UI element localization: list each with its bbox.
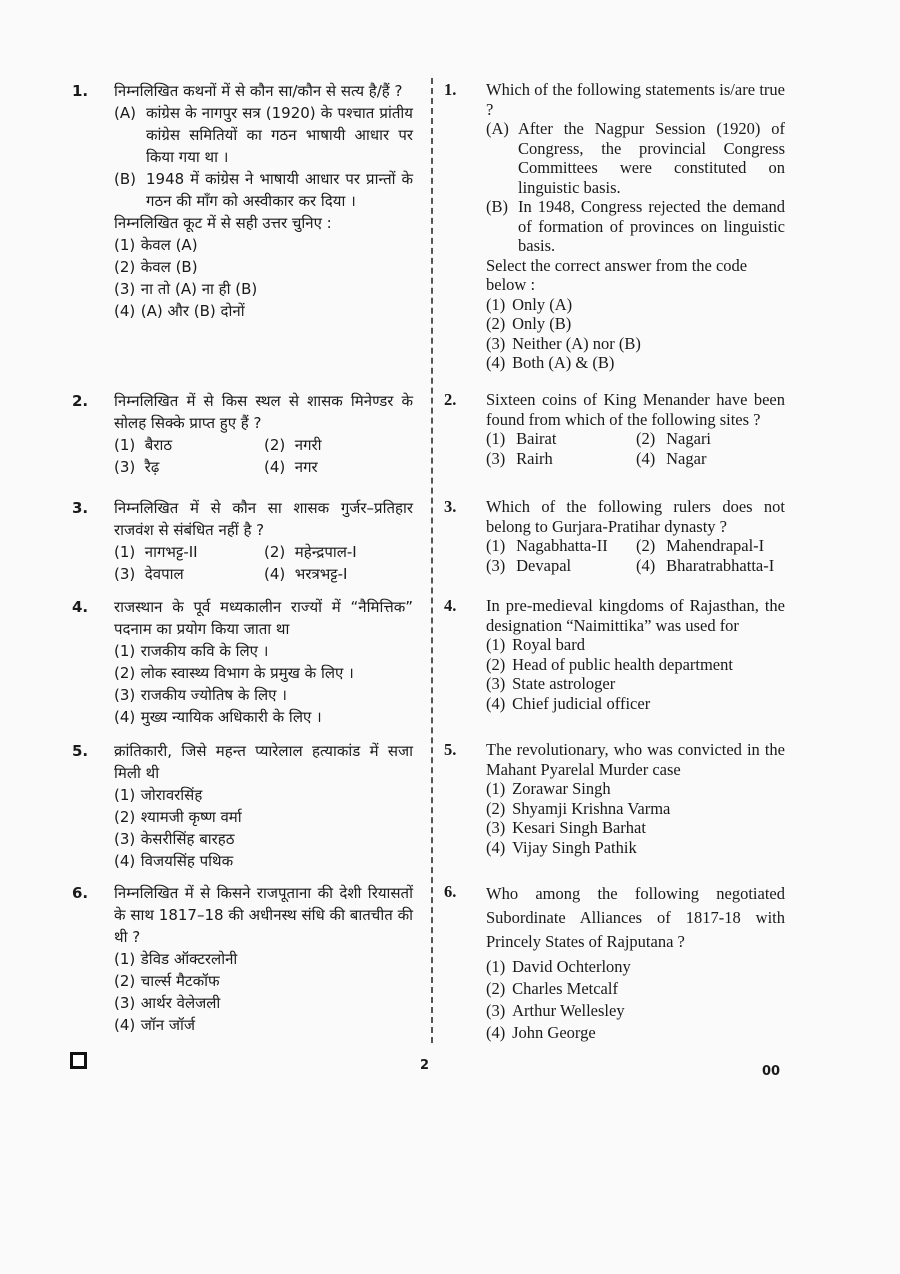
option-label: (4) bbox=[486, 693, 506, 713]
option-3 bbox=[114, 828, 413, 850]
option-label: (3) bbox=[486, 674, 506, 693]
question-4-english bbox=[440, 596, 785, 740]
option-text: Devapal bbox=[516, 555, 572, 575]
option-3 bbox=[486, 674, 785, 694]
statement-label: (B) bbox=[114, 170, 136, 188]
page-number: 2 bbox=[420, 1058, 430, 1073]
option-text: Zorawar Singh bbox=[512, 779, 611, 798]
statement-text: कांग्रेस के नागपुर सत्र (1920) के पश्चात प्रांतीय कांग्रेस समितियों का गठन भाषायी आधार पर किया गया था । bbox=[146, 104, 413, 166]
booklet-code: 00 bbox=[762, 1064, 781, 1079]
statement-text: After the Nagpur Session (1920) of Congress, the provincial Congress Committees were constituted on linguistic basis. bbox=[518, 119, 785, 197]
option-2 bbox=[264, 541, 413, 563]
option-4 bbox=[114, 706, 413, 728]
option-label: (3) bbox=[114, 280, 136, 298]
statement-text: In 1948, Congress rejected the demand of formation of provinces on linguistic basis. bbox=[518, 197, 785, 255]
option-text: Charles Metcalf bbox=[512, 979, 618, 998]
option-label: (4) bbox=[636, 448, 656, 468]
code-instruction: निम्नलिखित कूट में से सही उत्तर चुनिए : bbox=[114, 214, 332, 232]
option-text: राजकीय ज्योतिष के लिए । bbox=[140, 686, 287, 704]
option-4 bbox=[264, 456, 413, 478]
option-label: (4) bbox=[486, 1023, 506, 1042]
option-1 bbox=[114, 234, 413, 256]
question-4-hindi bbox=[68, 596, 413, 740]
option-label: (1) bbox=[486, 635, 506, 654]
option-text: जॉन जॉर्ज bbox=[140, 1016, 196, 1034]
option-text: Kesari Singh Barhat bbox=[512, 818, 646, 837]
statement-label: (A) bbox=[486, 119, 509, 138]
option-text: बैराठ bbox=[144, 436, 173, 454]
question-number: 5. bbox=[72, 742, 89, 760]
option-2 bbox=[264, 434, 413, 456]
option-label: (4) bbox=[486, 837, 506, 857]
question-number: 6. bbox=[72, 884, 89, 902]
question-stem: क्रांतिकारी, जिसे महन्त प्यारेलाल हत्याकांड में सजा मिली थी bbox=[114, 742, 413, 782]
option-text: David Ochterlony bbox=[512, 957, 631, 976]
option-text: John George bbox=[512, 1023, 596, 1042]
option-4 bbox=[486, 838, 785, 858]
question-stem: Which of the following statements is/are true ? bbox=[486, 80, 785, 119]
question-stem: The revolutionary, who was convicted in the Mahant Pyarelal Murder case bbox=[486, 740, 785, 779]
option-1 bbox=[114, 640, 413, 662]
statement-b bbox=[486, 197, 785, 256]
statement-b bbox=[114, 168, 413, 212]
option-label: (3) bbox=[114, 686, 136, 704]
option-text: नगर bbox=[294, 458, 318, 476]
option-text: चार्ल्स मैटकॉफ bbox=[140, 972, 220, 990]
option-label: (1) bbox=[486, 779, 506, 798]
option-text: Head of public health department bbox=[512, 654, 733, 674]
option-label: (2) bbox=[636, 429, 656, 448]
option-text: Shyamji Krishna Varma bbox=[512, 798, 671, 818]
option-text: भरत्रभट्ट-I bbox=[294, 565, 348, 583]
question-number: 6. bbox=[444, 882, 457, 901]
option-3 bbox=[486, 556, 636, 576]
question-1-hindi bbox=[68, 80, 413, 390]
option-4 bbox=[114, 850, 413, 872]
statement-a bbox=[114, 102, 413, 168]
option-text: डेविड ऑक्टरलोनी bbox=[140, 950, 238, 968]
option-label: (4) bbox=[264, 565, 286, 583]
options-grid bbox=[114, 541, 413, 585]
option-label: (4) bbox=[264, 458, 286, 476]
question-number: 4. bbox=[72, 598, 89, 616]
option-text: Only (B) bbox=[512, 314, 572, 333]
option-text: Only (A) bbox=[512, 294, 573, 314]
option-text: Vijay Singh Pathik bbox=[512, 837, 637, 857]
option-2 bbox=[636, 536, 785, 556]
statement-a bbox=[486, 119, 785, 197]
option-2 bbox=[114, 806, 413, 828]
option-1 bbox=[114, 541, 264, 563]
option-label: (2) bbox=[636, 536, 656, 555]
option-text: श्यामजी कृष्ण वर्मा bbox=[140, 808, 242, 826]
question-number: 5. bbox=[444, 740, 457, 759]
option-text: Arthur Wellesley bbox=[512, 1001, 625, 1020]
option-label: (1) bbox=[114, 786, 136, 804]
question-2-hindi bbox=[68, 390, 413, 497]
statement-label: (A) bbox=[114, 104, 136, 122]
option-2 bbox=[486, 799, 785, 819]
option-label: (3) bbox=[114, 458, 136, 476]
question-2-english bbox=[440, 390, 785, 497]
question-stem: निम्नलिखित कथनों में से कौन सा/कौन से सत्य है/हैं ? bbox=[114, 82, 403, 100]
option-3 bbox=[486, 1000, 785, 1022]
question-3-english bbox=[440, 497, 785, 596]
option-label: (1) bbox=[114, 543, 136, 561]
option-text: ना तो (A) ना ही (B) bbox=[140, 280, 258, 298]
option-text: Bairat bbox=[516, 429, 557, 448]
question-stem: Sixteen coins of King Menander have been found from which of the following sites ? bbox=[486, 390, 785, 429]
statement-text: 1948 में कांग्रेस ने भाषायी आधार पर प्रान्तों के गठन की माँग को अस्वीकार कर दिया । bbox=[146, 170, 413, 210]
option-text: Nagar bbox=[666, 448, 707, 468]
option-4 bbox=[486, 1022, 785, 1044]
option-label: (2) bbox=[264, 543, 286, 561]
option-label: (3) bbox=[486, 448, 506, 468]
options-grid bbox=[486, 429, 785, 468]
option-label: (1) bbox=[114, 642, 136, 660]
option-label: (4) bbox=[114, 708, 136, 726]
options-grid bbox=[114, 434, 413, 478]
option-label: (2) bbox=[486, 314, 506, 333]
option-2 bbox=[636, 429, 785, 449]
question-number: 2. bbox=[72, 392, 89, 410]
option-label: (1) bbox=[114, 436, 136, 454]
option-3 bbox=[114, 992, 413, 1014]
option-3 bbox=[114, 684, 413, 706]
option-text: Mahendrapal-I bbox=[666, 536, 765, 555]
option-label: (3) bbox=[486, 818, 506, 837]
option-text: Nagabhatta-II bbox=[516, 536, 608, 555]
option-text: जोरावरसिंह bbox=[140, 786, 203, 804]
question-6-hindi bbox=[68, 882, 413, 1052]
option-label: (4) bbox=[636, 555, 656, 575]
option-text: रैढ़ bbox=[144, 458, 160, 476]
option-label: (1) bbox=[486, 536, 506, 555]
question-number: 3. bbox=[444, 497, 457, 516]
question-stem: Who among the following negotiated Subordinate Alliances of 1817-18 with Princely States of Rajputana ? bbox=[486, 884, 785, 951]
option-label: (3) bbox=[114, 994, 136, 1012]
option-text: विजयसिंह पथिक bbox=[140, 852, 234, 870]
option-text: लोक स्वास्थ्य विभाग के प्रमुख के लिए । bbox=[140, 664, 354, 682]
option-label: (1) bbox=[486, 294, 506, 314]
option-label: (2) bbox=[486, 798, 506, 818]
option-3 bbox=[486, 334, 785, 354]
option-2 bbox=[486, 978, 785, 1000]
option-3 bbox=[486, 818, 785, 838]
option-label: (1) bbox=[114, 950, 136, 968]
question-6-english bbox=[440, 882, 785, 1052]
option-4 bbox=[114, 1014, 413, 1036]
question-5-hindi bbox=[68, 740, 413, 882]
option-label: (3) bbox=[486, 555, 506, 575]
english-column bbox=[440, 80, 785, 1052]
option-text: देवपाल bbox=[144, 565, 184, 583]
option-3 bbox=[114, 456, 264, 478]
options-grid bbox=[486, 536, 785, 575]
option-label: (2) bbox=[264, 436, 286, 454]
square-marker-icon bbox=[70, 1052, 87, 1069]
option-text: महेन्द्रपाल-I bbox=[294, 543, 357, 561]
option-1 bbox=[114, 948, 413, 970]
question-stem: निम्नलिखित में से किस स्थल से शासक मिनेण्डर के सोलह सिक्के प्राप्त हुए हैं ? bbox=[114, 392, 413, 432]
hindi-column bbox=[68, 80, 413, 1052]
option-3 bbox=[486, 449, 636, 469]
question-1-english bbox=[440, 80, 785, 390]
option-text: आर्थर वेलेजली bbox=[140, 994, 221, 1012]
option-2 bbox=[114, 256, 413, 278]
question-number: 4. bbox=[444, 596, 457, 615]
option-label: (2) bbox=[486, 654, 506, 674]
question-number: 1. bbox=[444, 80, 457, 99]
option-label: (2) bbox=[114, 258, 136, 276]
option-label: (3) bbox=[114, 830, 136, 848]
option-2 bbox=[114, 662, 413, 684]
option-text: (A) और (B) दोनों bbox=[140, 302, 245, 320]
question-stem: निम्नलिखित में से कौन सा शासक गुर्जर–प्रतिहार राजवंश से संबंधित नहीं है ? bbox=[114, 499, 413, 539]
option-label: (4) bbox=[114, 852, 136, 870]
column-divider bbox=[431, 78, 433, 1043]
option-text: केसरीसिंह बारहठ bbox=[140, 830, 235, 848]
option-1 bbox=[486, 429, 636, 449]
option-1 bbox=[486, 779, 785, 799]
question-stem: निम्नलिखित में से किसने राजपूताना की देशी रियासतों के साथ 1817–18 की अधीनस्थ संधि की बातचीत की थी ? bbox=[114, 884, 413, 946]
option-4 bbox=[636, 556, 785, 576]
option-label: (2) bbox=[486, 979, 506, 998]
option-text: Bharatrabhatta-I bbox=[666, 555, 775, 575]
option-label: (4) bbox=[486, 353, 506, 372]
option-3 bbox=[114, 278, 413, 300]
statement-label: (B) bbox=[486, 197, 508, 216]
option-4 bbox=[486, 353, 785, 373]
question-number: 2. bbox=[444, 390, 457, 409]
option-label: (2) bbox=[114, 664, 136, 682]
option-text: Rairh bbox=[516, 448, 553, 468]
option-3 bbox=[114, 563, 264, 585]
option-text: नागभट्ट-II bbox=[144, 543, 198, 561]
option-label: (3) bbox=[486, 1001, 506, 1020]
option-text: Nagari bbox=[666, 429, 712, 448]
option-text: State astrologer bbox=[512, 674, 616, 693]
option-text: नगरी bbox=[294, 436, 322, 454]
option-label: (4) bbox=[114, 1016, 136, 1034]
option-text: Chief judicial officer bbox=[512, 693, 651, 713]
option-1 bbox=[486, 295, 785, 315]
option-1 bbox=[114, 784, 413, 806]
option-4 bbox=[114, 300, 413, 322]
option-2 bbox=[486, 655, 785, 675]
option-text: Neither (A) nor (B) bbox=[512, 333, 641, 353]
option-4 bbox=[264, 563, 413, 585]
option-text: केवल (B) bbox=[140, 258, 198, 276]
question-3-hindi bbox=[68, 497, 413, 596]
question-number: 1. bbox=[72, 82, 89, 100]
option-label: (1) bbox=[486, 429, 506, 448]
question-stem: In pre-medieval kingdoms of Rajasthan, the designation “Naimittika” was used for bbox=[486, 596, 785, 635]
question-stem: राजस्थान के पूर्व मध्यकालीन राज्यों में “नैमित्तिक” पदनाम का प्रयोग किया जाता था bbox=[114, 598, 413, 638]
option-4 bbox=[486, 694, 785, 714]
option-1 bbox=[114, 434, 264, 456]
option-1 bbox=[486, 635, 785, 655]
option-text: Royal bard bbox=[512, 635, 585, 654]
option-label: (2) bbox=[114, 972, 136, 990]
option-label: (4) bbox=[114, 302, 136, 320]
option-label: (1) bbox=[114, 236, 136, 254]
option-text: मुख्य न्यायिक अधिकारी के लिए । bbox=[140, 708, 322, 726]
option-label: (1) bbox=[486, 957, 506, 976]
option-label: (2) bbox=[114, 808, 136, 826]
option-text: Both (A) & (B) bbox=[512, 353, 615, 372]
option-4 bbox=[636, 449, 785, 469]
option-label: (3) bbox=[486, 333, 506, 353]
option-text: राजकीय कवि के लिए । bbox=[140, 642, 269, 660]
option-2 bbox=[486, 314, 785, 334]
option-2 bbox=[114, 970, 413, 992]
question-stem: Which of the following rulers does not belong to Gurjara-Pratihar dynasty ? bbox=[486, 497, 785, 536]
option-label: (3) bbox=[114, 565, 136, 583]
code-instruction: Select the correct answer from the code below : bbox=[486, 255, 748, 294]
question-number: 3. bbox=[72, 499, 89, 517]
question-5-english bbox=[440, 740, 785, 882]
option-1 bbox=[486, 536, 636, 556]
option-1 bbox=[486, 956, 785, 978]
option-text: केवल (A) bbox=[140, 236, 198, 254]
